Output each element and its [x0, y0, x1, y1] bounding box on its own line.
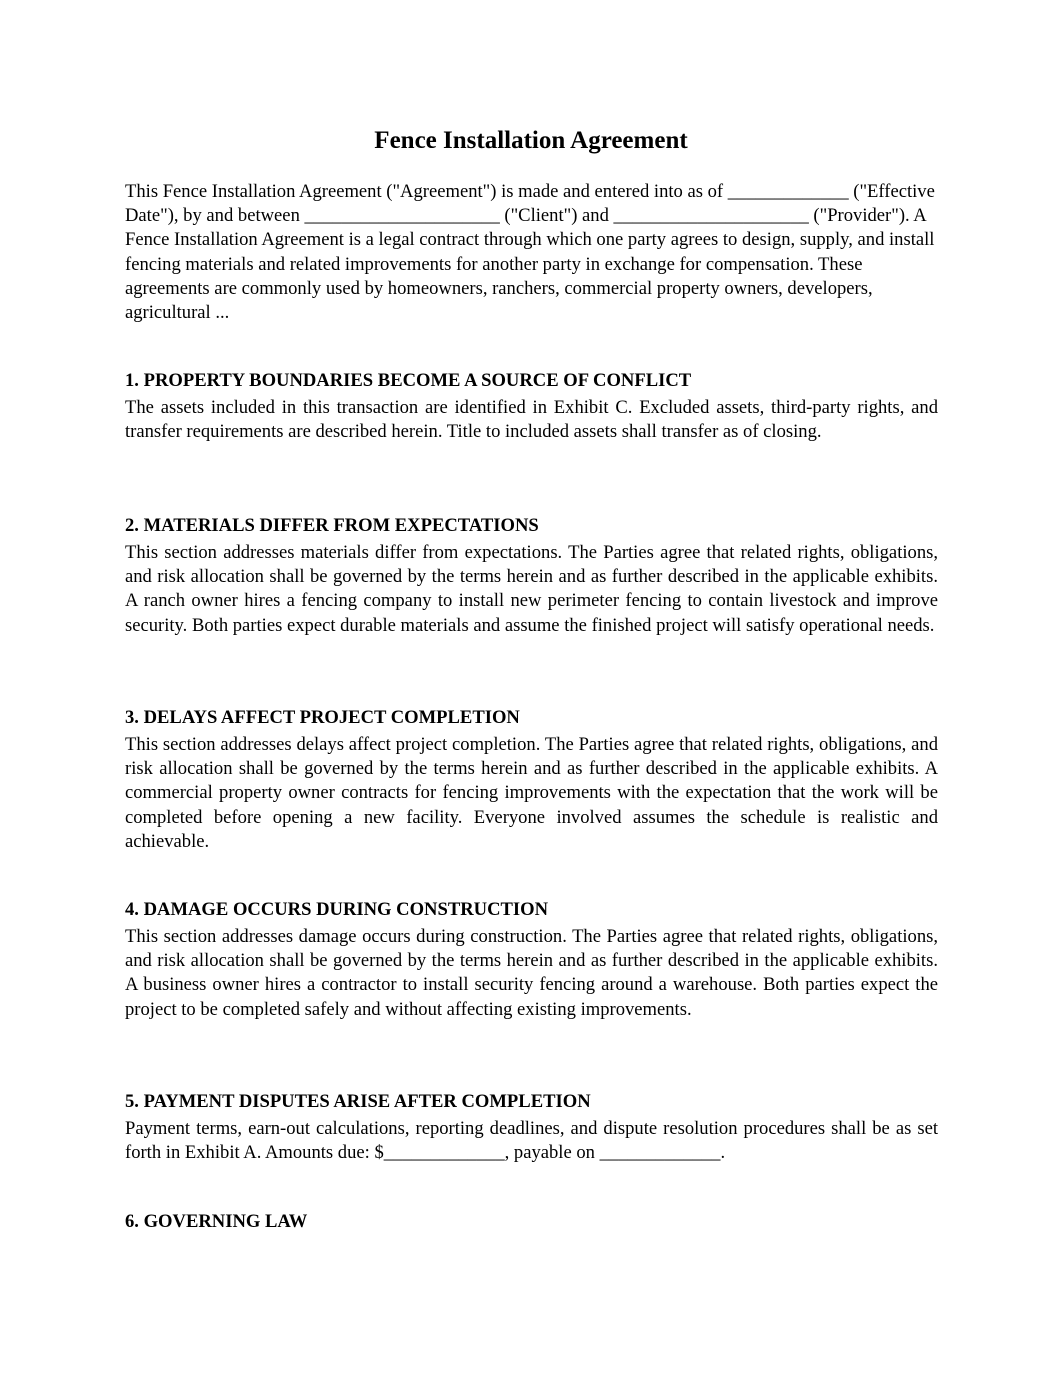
document-title: Fence Installation Agreement: [374, 127, 688, 154]
section-body: The assets included in this transaction are identified in Exhibit C. Excluded assets, third-party rights, and transfer requirements are described herein. Title to included assets shall transfer as of closing.: [125, 397, 938, 443]
intro-paragraph: This Fence Installation Agreement ("Agreement") is made and entered into as of _____________ ("Effective Date"), by and between _____________________ ("Client") and _____________________ ("Provider"). A Fence Installation Agreement is a legal contract through which one party agrees to design, supply, and install fencing materials and related improvements for another party in exchange for compensation. These agreements are commonly used by homeowners, ranchers, commercial property owners, developers, agricultural ...: [125, 181, 935, 324]
section-payment-disputes: [125, 1090, 938, 1165]
section-heading: 3. DELAYS AFFECT PROJECT COMPLETION: [125, 707, 520, 728]
section-body: This section addresses materials differ from expectations. The Parties agree that related rights, obligations, and risk allocation shall be governed by the terms herein and as further described in the applicable exhibits. A ranch owner hires a fencing company to install new perimeter fencing to contain livestock and improve security. Both parties expect durable materials and assume the finished project will satisfy operational needs.: [125, 542, 938, 636]
section-delays: [125, 706, 938, 854]
section-heading: 6. GOVERNING LAW: [125, 1211, 308, 1232]
section-body: Payment terms, earn-out calculations, reporting deadlines, and dispute resolution procedures shall be as set forth in Exhibit A. Amounts due: $_____________, payable on _____________.: [125, 1118, 938, 1164]
section-heading: 1. PROPERTY BOUNDARIES BECOME A SOURCE OF CONFLICT: [125, 370, 692, 391]
section-materials: [125, 514, 938, 638]
section-damage: [125, 898, 938, 1022]
section-governing-law: [125, 1210, 938, 1234]
section-body: This section addresses damage occurs during construction. The Parties agree that related rights, obligations, and risk allocation shall be governed by the terms herein and as further described in the applicable exhibits. A business owner hires a contractor to install security fencing around a warehouse. Both parties expect the project to be completed safely and without affecting existing improvements.: [125, 926, 938, 1020]
section-heading: 2. MATERIALS DIFFER FROM EXPECTATIONS: [125, 515, 539, 536]
section-body: This section addresses delays affect project completion. The Parties agree that related rights, obligations, and risk allocation shall be governed by the terms herein and as further described in the applicable exhibits. A commercial property owner contracts for fencing improvements with the expectation that the work will be completed before opening a new facility. Everyone involved assumes the schedule is realistic and achievable.: [125, 734, 938, 852]
section-heading: 5. PAYMENT DISPUTES ARISE AFTER COMPLETION: [125, 1091, 591, 1112]
section-heading: 4. DAMAGE OCCURS DURING CONSTRUCTION: [125, 899, 549, 920]
section-property-boundaries: [125, 369, 938, 444]
